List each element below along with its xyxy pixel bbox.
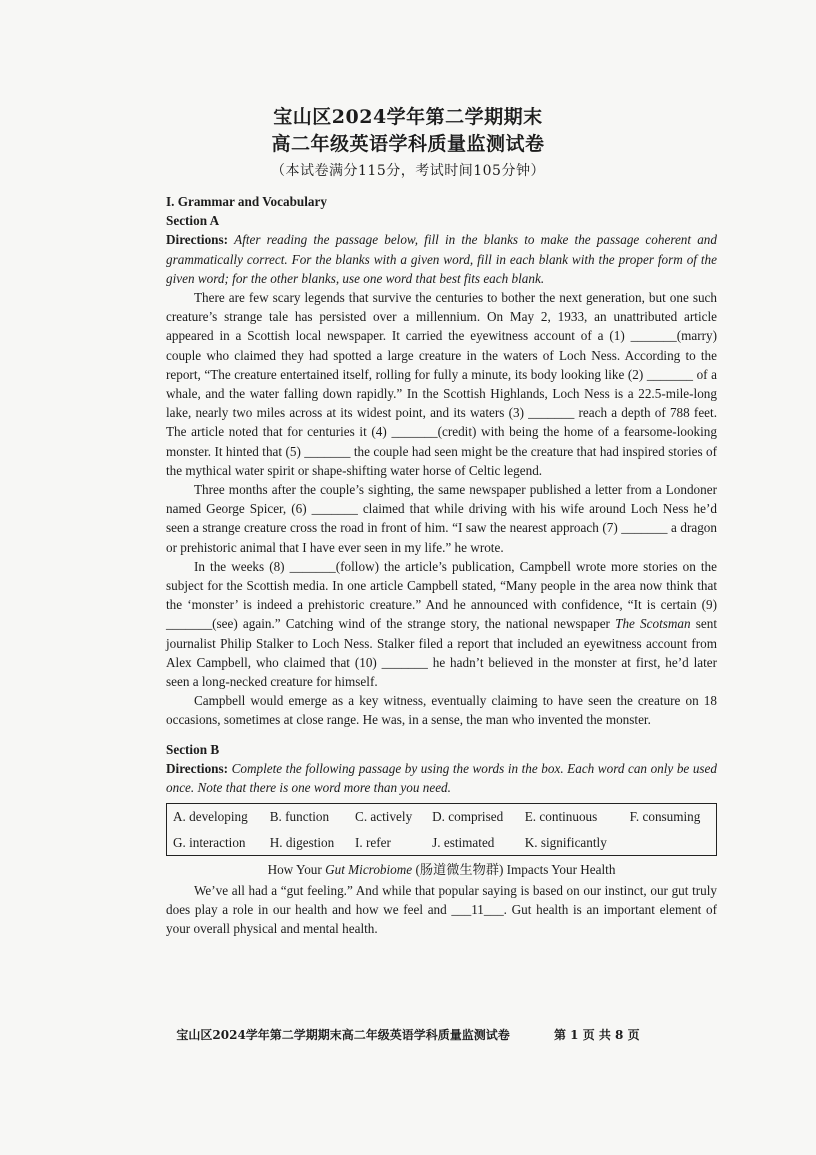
paragraph-3-rest: sent journalist Philip Stalker to Loch Ness. Stalker filed a report that included an eyewitness account from Alex Campbell, who claimed that (10) _______ he hadn’t believed in the monster at first, he’d later seen a long-necked creature for himself. xyxy=(166,616,717,690)
exam-title-line2: 高二年级英语学科质量监测试卷 xyxy=(271,133,545,155)
passage-paragraph-2: Three months after the couple’s sighting, the same newspaper published a letter from a Londoner named George Spicer, (6) _______ claimed that while driving with his wife around Loch Ness he’d seen a strange creature cross the road in front of him. “I saw the nearest approach (7) _______ a dragon or prehistoric animal that I have ever seen in my life.” he wrote. xyxy=(166,482,717,555)
title-pre: How Your xyxy=(267,861,322,877)
passage-b-title xyxy=(166,860,717,879)
passage-paragraph-1: There are few scary legends that survive the centuries to bother the next generation, but one such creature’s strange tale has persisted over a millennium. On May 2, 1933, an unattributed article appeared in a Scottish local newspaper. It carried the eyewitness account of a (1) _______(marry) couple who claimed they had spotted a large creature in the waters of Loch Ness. According to the report, “The creature entertained itself, rolling for fully a minute, its body looking like (2) _______ of a whale, and the water falling down rapidly.” In the Scottish Highlands, Loch Ness is a 22.5-mile-long lake, nearly two miles across at its widest point, and its waters (3) _______ reach a depth of 788 feet. The article noted that for centuries it (4) _______(credit) with being the home of a fearsome-looking monster. It hinted that (5) _______ the couple had seen might be the creature that had inspired stories of the mythical water spirit or shape-shifting water horse of Celtic legend. xyxy=(166,290,717,478)
directions-text: Complete the following passage by using the words in the box. Each word can only be used once. Note that there is one word more than you need. xyxy=(166,760,717,796)
word-option: C. actively xyxy=(355,809,413,825)
passage-b-paragraph-1: We’ve all had a “gut feeling.” And while that popular saying is based on our instinct, our gut truly does play a role in our health and how we feel and ___11___. Gut health is an important element of your overall physical and mental health. xyxy=(166,882,717,937)
word-option: D. comprised xyxy=(432,809,504,825)
directions-text: After reading the passage below, fill in the blanks to make the passage coherent and grammatically correct. For the blanks with a given word, fill in each blank with the proper form of the given word; for the other blanks, use one word that best fits each blank. xyxy=(166,232,717,286)
word-box xyxy=(166,803,717,855)
title-italic: Gut Microbiome xyxy=(325,861,413,877)
paragraph-3-text: In the weeks (8) _______(follow) the article’s publication, Campbell wrote more stories on the subject for the Scottish media. In one article Campbell stated, “Many people in the area now think that the ‘monster’ is indeed a prehistoric creature.” And he announced with confidence, “It is certain (9) _______(see) again.” Catching wind of the strange story, the national newspaper xyxy=(166,558,717,632)
page-footer xyxy=(0,1026,816,1043)
word-option: J. estimated xyxy=(432,834,495,850)
word-option: B. function xyxy=(269,809,330,825)
footer-title: 宝山区2024学年第二学期期末高二年级英语学科质量监测试卷 xyxy=(176,1028,510,1042)
passage-paragraph-4: Campbell would emerge as a key witness, eventually claiming to have seen the creature on 18 occasions, sometimes at close range. He was, in a sense, the man who invented the monster. xyxy=(166,693,717,728)
newspaper-name: The Scotsman xyxy=(615,616,691,632)
word-option: F. consuming xyxy=(629,809,701,825)
word-option: I. refer xyxy=(355,834,391,850)
word-box-row xyxy=(167,830,717,856)
title-post: (肠道微生物群) Impacts Your Health xyxy=(415,861,616,877)
word-option: E. continuous xyxy=(524,809,598,825)
page-number: 第 1 页 共 8 页 xyxy=(554,1028,640,1042)
section-a-directions xyxy=(166,230,717,288)
word-option: H. digestion xyxy=(269,834,335,850)
directions-label: Directions: xyxy=(166,760,229,776)
word-box-row xyxy=(167,804,717,830)
part-heading: I. Grammar and Vocabulary xyxy=(166,194,327,209)
word-option: A. developing xyxy=(173,809,248,825)
section-a-heading: Section A xyxy=(166,213,220,229)
exam-title-line1: 宝山区2024学年第二学期期末 xyxy=(273,106,543,128)
directions-label: Directions: xyxy=(166,232,229,248)
exam-content xyxy=(166,192,717,939)
exam-note: （本试卷满分115分，考试时间105分钟） xyxy=(271,163,545,179)
passage-paragraph-3 xyxy=(166,557,717,691)
word-option: K. significantly xyxy=(524,834,607,850)
section-b-heading: Section B xyxy=(166,741,220,757)
word-option: G. interaction xyxy=(173,834,246,850)
section-b-directions xyxy=(166,759,717,797)
